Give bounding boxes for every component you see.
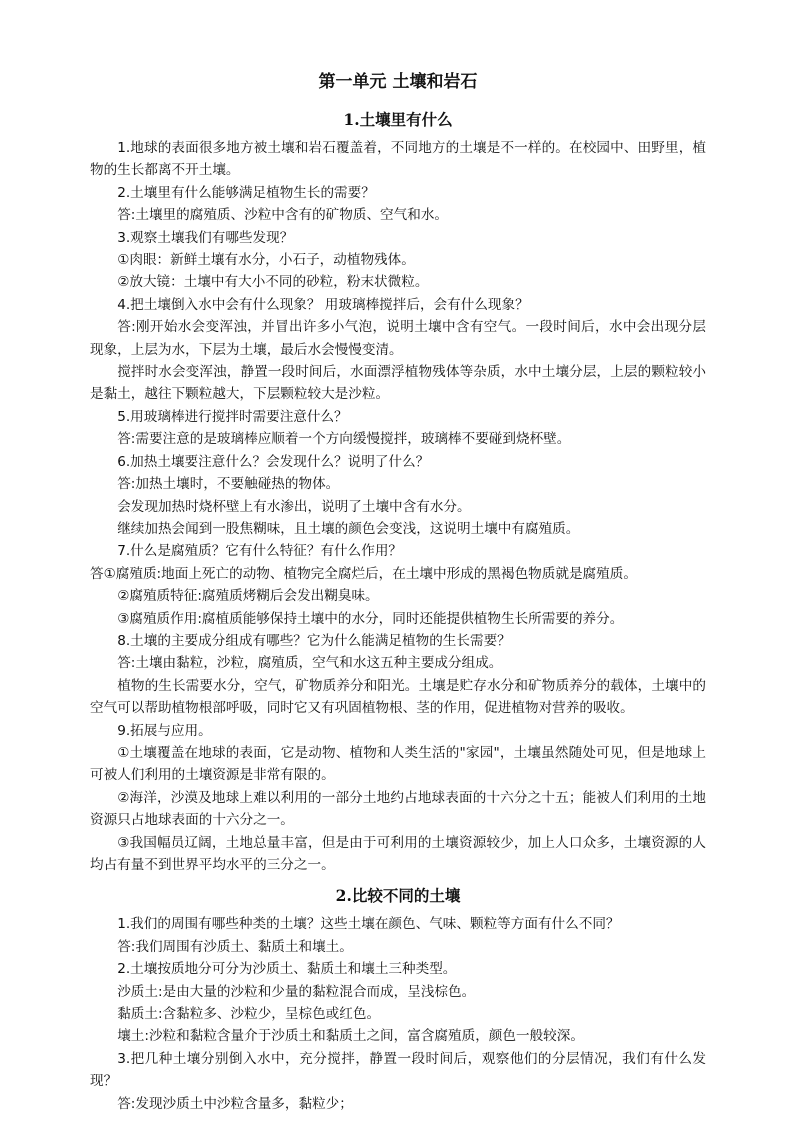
paragraph: 9.拓展与应用。 <box>117 722 212 739</box>
paragraph: 答:我们周围有沙质土、黏质土和壤土。 <box>117 938 353 955</box>
paragraph: 2.土壤里有什么能够满足植物生长的需要？ <box>117 184 375 201</box>
paragraph: 黏质土:含黏粒多、沙粒少，呈棕色或红色。 <box>117 1006 381 1023</box>
paragraph: 1.地球的表面很多地方被土壤和岩石覆盖着，不同地方的土壤是不一样的。在校园中、田野里，植物的生长都离不开土壤。 <box>90 140 706 179</box>
paragraph: 会发现加热时烧杯壁上有水渗出，说明了土壤中含有水分。 <box>117 498 471 515</box>
paragraph: 3.观察土壤我们有哪些发现？ <box>117 229 294 246</box>
paragraph: 植物的生长需要水分，空气，矿物质养分和阳光。土壤是贮存水分和矿物质养分的载体，土壤中的空气可以帮助植物根部呼吸，同时它又有巩固植物根、茎的作用，促进植物对营养的吸收。 <box>90 677 706 717</box>
unit-title: 第一单元 土壤和岩石 <box>318 72 478 92</box>
paragraph: 3.把几种土壤分别倒入水中，充分搅拌，静置一段时间后，观察他们的分层情况，我们有什么发现？ <box>90 1050 706 1090</box>
section-1-body <box>90 137 706 876</box>
paragraph: 2.土壤按质地分可分为沙质土、黏质土和壤土三种类型。 <box>117 961 457 978</box>
paragraph: 答:土壤由黏粒，沙粒，腐殖质，空气和水这五种主要成分组成。 <box>117 655 503 672</box>
document-page <box>90 68 706 1115</box>
paragraph: 答:需要注意的是玻璃棒应顺着一个方向缓慢搅拌，玻璃棒不要碰到烧杯壁。 <box>117 431 571 448</box>
paragraph: 7.什么是腐殖质？它有什么特征？有什么作用？ <box>117 543 403 560</box>
paragraph: 搅拌时水会变浑浊，静置一段时间后，水面漂浮植物残体等杂质，水中土壤分层，上层的颗粒较小是黏土，越往下颗粒越大，下层颗粒较大是沙粒。 <box>90 364 706 403</box>
section-1-title: 1.土壤里有什么 <box>343 110 453 129</box>
paragraph: 壤土:沙粒和黏粒含量介于沙质土和黏质土之间，富含腐殖质，颜色一般较深。 <box>117 1028 584 1045</box>
paragraph: 答:发现沙质土中沙粒含量多，黏粒少； <box>117 1095 353 1112</box>
paragraph: 4.把土壤倒入水中会有什么现象？ 用玻璃棒搅拌后，会有什么现象？ <box>117 296 529 313</box>
paragraph: ①土壤覆盖在地球的表面，它是动物、植物和人类生活的"家园"，土壤虽然随处可见，但是地球上可被人们利用的土壤资源是非常有限的。 <box>90 744 706 784</box>
paragraph: 5.用玻璃棒进行搅拌时需要注意什么？ <box>117 408 348 425</box>
paragraph: 答:土壤里的腐殖质、沙粒中含有的矿物质、空气和水。 <box>117 207 449 224</box>
paragraph: ①肉眼：新鲜土壤有水分，小石子，动植物残体。 <box>117 252 415 269</box>
paragraph: ③腐殖质作用:腐植质能够保持土壤中的水分，同时还能提供植物生长所需要的养分。 <box>117 610 624 627</box>
section-2-body <box>90 913 706 1115</box>
paragraph: 答:加热土壤时，不要触碰热的物体。 <box>117 476 340 493</box>
paragraph: ③我国幅员辽阔，土地总量丰富，但是由于可利用的土壤资源较少，加上人口众多，土壤资源的人均占有量不到世界平均水平的三分之一。 <box>90 834 706 873</box>
paragraph: ②放大镜：土壤中有大小不同的砂粒，粉末状微粒。 <box>117 274 429 291</box>
paragraph: 继续加热会闻到一股焦糊味，且土壤的颜色会变浅，这说明土壤中有腐殖质。 <box>117 520 580 537</box>
paragraph: ②腐殖质特征:腐殖质烤糊后会发出糊臭味。 <box>117 588 379 605</box>
paragraph: 答:刚开始水会变浑浊，并冒出许多小气泡，说明土壤中含有空气。一段时间后，水中会出现分层现象，上层为水，下层为土壤，最后水会慢慢变清。 <box>90 319 706 358</box>
paragraph: 6.加热土壤要注意什么？会发现什么？说明了什么？ <box>117 453 430 470</box>
paragraph: 8.土壤的主要成分组成有哪些？它为什么能满足植物的生长需要？ <box>117 632 511 649</box>
section-2-title: 2.比较不同的土壤 <box>335 886 461 906</box>
paragraph: 答①腐殖质:地面上死亡的动物、植物完全腐烂后，在土壤中形成的黑褐色物质就是腐殖质。 <box>90 565 637 582</box>
paragraph: 沙质土:是由大量的沙粒和少量的黏粒混合而成，呈浅棕色。 <box>117 983 476 1000</box>
paragraph: ②海洋，沙漠及地球上难以利用的一部分土地约占地球表面的十六分之十五；能被人们利用的土地资源只占地球表面的十六分之一。 <box>90 789 706 829</box>
paragraph: 1.我们的周围有哪些种类的土壤？这些土壤在颜色、气味、颗粒等方面有什么不同？ <box>117 916 620 933</box>
